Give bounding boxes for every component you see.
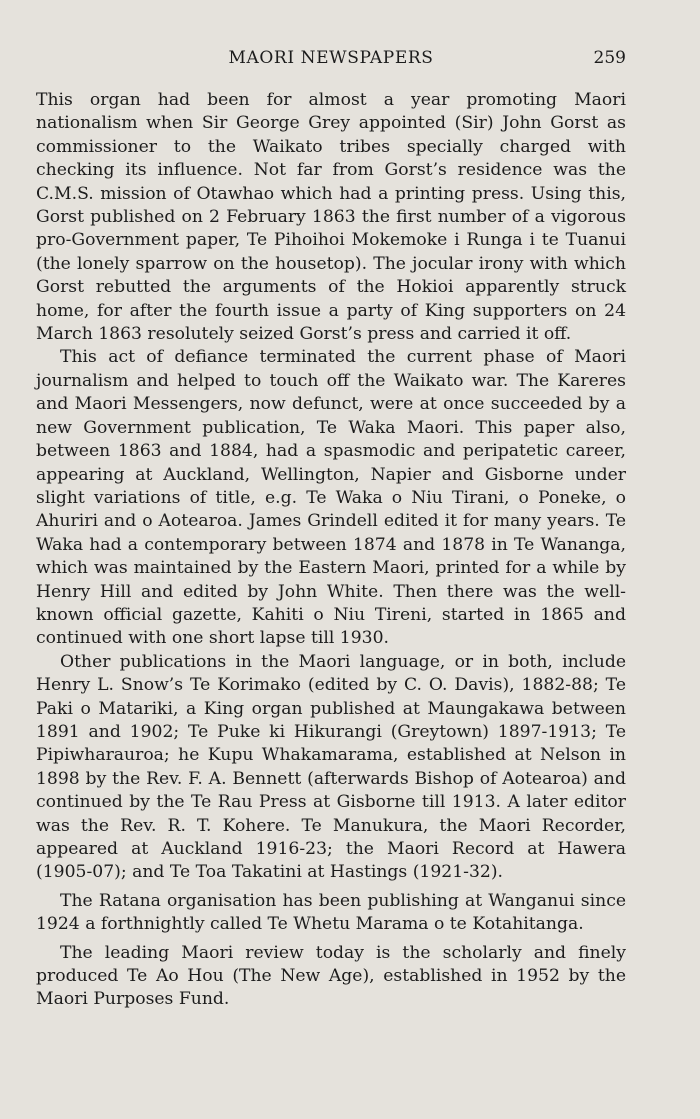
paragraph-ratana: The Ratana organisation has been publishing at Wanganui since 1924 a forthnightly called Te Whetu Marama o te Kotahitanga.	[36, 890, 626, 935]
paragraph-waka-maori: This act of defiance terminated the current phase of Maori journalism and helped to touch off the Waikato war. The Kareres and Maori Messengers, now defunct, were at once succeeded by a new Government publication, Te Waka Maori. This paper also, between 1863 and 1884, had a spasmodic and peripatetic career, appearing at Auckland, Wellington, Napier and Gisborne under slight variations of title, e.g. Te Waka o Niu Tirani, o Poneke, o Ahuriri and o Aotearoa. James Grindell edited it for many years. Te Waka had a contemporary between 1874 and 1878 in Te Wananga, which was maintained by the Eastern Maori, printed for a while by Henry Hill and edited by John White. Then there was the well-known official gazette, Kahiti o Niu Tireni, started in 1865 and continued with one short lapse till 1930.	[36, 347, 626, 649]
running-head	[36, 46, 626, 70]
body-text	[36, 89, 626, 1012]
paragraph-other-publications: Other publications in the Maori language, or in both, include Henry L. Snow’s Te Korimako (edited by C. O. Davis), 1882-88; Te Paki o Matariki, a King organ published at Maungakawa between 1891 and 1902; Te Puke ki Hikurangi (Greytown) 1897-1913; Te Pipiwharauroa; he Kupu Whakamarama, established at Nelson in 1898 by the Rev. F. A. Bennett (afterwards Bishop of Aotearoa) and continued by the Te Rau Press at Gisborne till 1913. A later editor was the Rev. R. T. Kohere. Te Manukura, the Maori Recorder, appeared at Auckland 1916-23; the Maori Record at Hawera (1905-07); and Te Toa Takatini at Hastings (1921-32).	[36, 651, 626, 883]
paragraph-te-ao-hou: The leading Maori review today is the scholarly and finely produced Te Ao Hou (The New Age), established in 1952 by the Maori Purposes Fund.	[36, 942, 626, 1010]
page-number: 259	[593, 48, 626, 68]
running-title: MAORI NEWSPAPERS	[228, 48, 434, 68]
paragraph-gorst-press: This organ had been for almost a year promoting Maori nationalism when Sir George Grey appointed (Sir) John Gorst as commissioner to the Waikato tribes specially charged with checking its influence. Not far from Gorst’s residence was the C.M.S. mission of Otawhao which had a printing press. Using this, Gorst published on 2 February 1863 the first number of a vigorous pro-Government paper, Te Pihoihoi Mokemoke i Runga i te Tuanui (the lonely sparrow on the housetop). The jocular irony with which Gorst rebutted the arguments of the Hokioi apparently struck home, for after the fourth issue a party of King supporters on 24 March 1863 resolutely seized Gorst’s press and carried it off.	[36, 90, 626, 345]
